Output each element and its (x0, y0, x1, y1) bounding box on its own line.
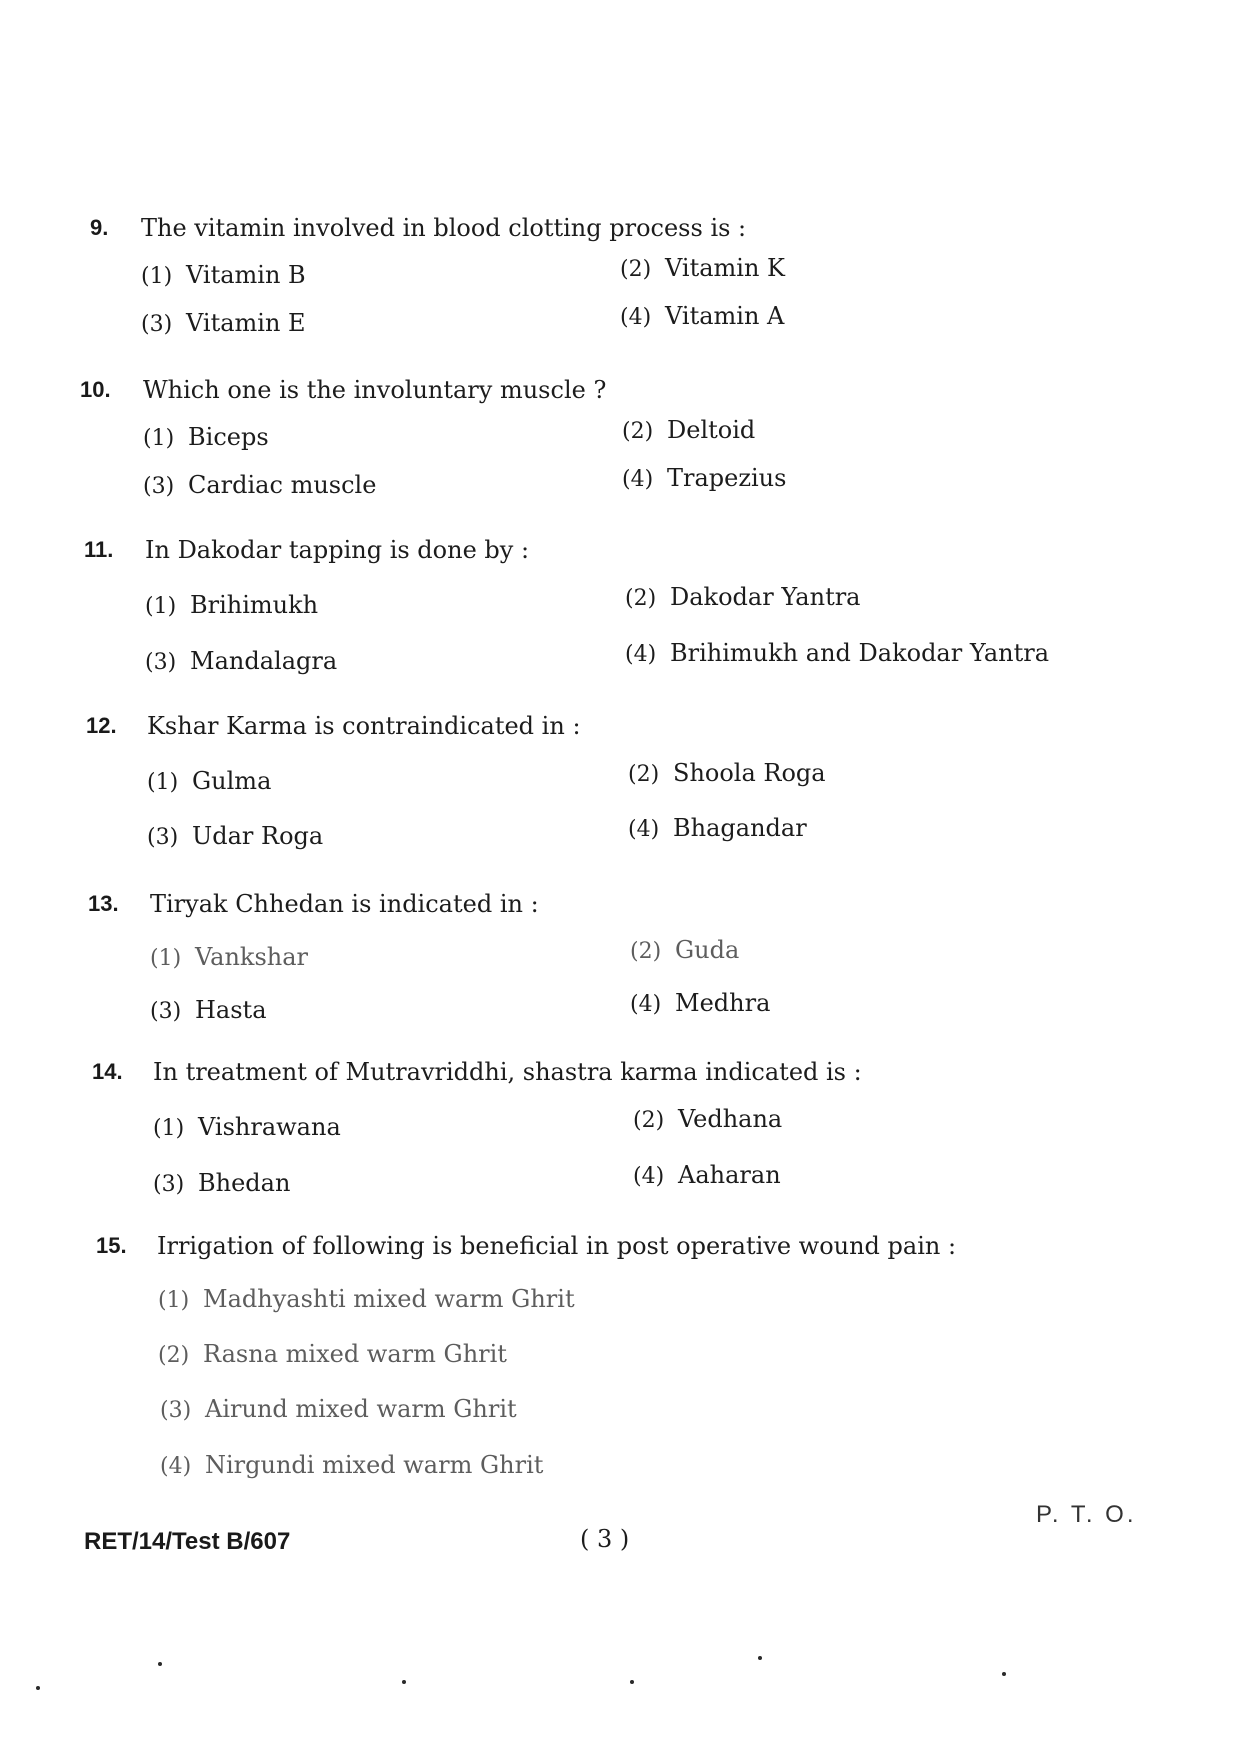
option-text: Vitamin B (186, 261, 306, 289)
option-number: (4) (630, 992, 662, 1017)
option-10-1 (143, 422, 269, 452)
option-10-2 (622, 415, 755, 445)
question-number: 12. (86, 713, 117, 738)
option-13-2 (630, 935, 739, 965)
option-number: (2) (625, 586, 657, 611)
question-14 (0, 1057, 1240, 1087)
option-text: Medhra (675, 989, 771, 1017)
option-12-1 (147, 766, 271, 796)
option-number: (2) (630, 939, 662, 964)
option-number: (3) (143, 474, 175, 499)
question-text: In treatment of Mutravriddhi, shastra karma indicated is : (153, 1058, 862, 1086)
scan-speck (402, 1680, 406, 1684)
scan-speck (758, 1656, 762, 1660)
option-number: (3) (153, 1172, 185, 1197)
question-text: Kshar Karma is contraindicated in : (147, 712, 581, 740)
option-number: (2) (633, 1108, 665, 1133)
scan-speck (630, 1680, 634, 1684)
option-text: Udar Roga (192, 822, 324, 850)
question-number: 13. (88, 891, 119, 916)
option-9-1 (141, 260, 306, 290)
option-15-1 (158, 1284, 575, 1314)
option-number: (3) (141, 312, 173, 337)
option-15-2 (158, 1339, 507, 1369)
option-12-4 (628, 813, 807, 843)
question-number: 10. (80, 377, 111, 402)
option-number: (1) (143, 426, 175, 451)
option-text: Deltoid (667, 416, 756, 444)
option-text: Bhedan (198, 1169, 291, 1197)
option-number: (2) (622, 419, 654, 444)
option-15-3 (160, 1394, 517, 1424)
option-number: (4) (628, 817, 660, 842)
option-number: (3) (150, 999, 182, 1024)
question-number: 14. (92, 1059, 123, 1084)
option-12-2 (628, 758, 826, 788)
option-number: (4) (633, 1164, 665, 1189)
option-11-4 (625, 638, 1049, 668)
question-number: 9. (90, 215, 109, 240)
question-10 (0, 375, 1240, 405)
option-text: Rasna mixed warm Ghrit (203, 1340, 507, 1368)
option-number: (2) (620, 257, 652, 282)
option-9-4 (620, 301, 784, 331)
question-9 (0, 213, 1240, 243)
option-10-3 (143, 470, 376, 500)
option-number: (1) (158, 1288, 190, 1313)
option-9-3 (141, 308, 306, 338)
option-text: Gulma (192, 767, 272, 795)
option-11-2 (625, 582, 861, 612)
option-text: Madhyashti mixed warm Ghrit (203, 1285, 575, 1313)
page-number: ( 3 ) (580, 1525, 630, 1553)
scan-speck (158, 1662, 162, 1666)
question-11 (0, 535, 1240, 565)
option-11-3 (145, 646, 337, 676)
option-text: Brihimukh (190, 591, 319, 619)
option-9-2 (620, 253, 785, 283)
option-number: (1) (153, 1116, 185, 1141)
option-14-3 (153, 1168, 290, 1198)
option-text: Shoola Roga (673, 759, 826, 787)
question-number: 11. (84, 537, 114, 562)
option-13-1 (150, 942, 308, 972)
option-text: Vishrawana (198, 1113, 341, 1141)
option-15-4 (160, 1450, 543, 1480)
please-turn-over: P. T. O. (1036, 1501, 1137, 1528)
option-number: (1) (141, 264, 173, 289)
option-text: Aaharan (678, 1161, 781, 1189)
option-number: (4) (622, 467, 654, 492)
paper-code: RET/14/Test B/607 (84, 1528, 291, 1555)
option-text: Vitamin A (665, 302, 785, 330)
option-text: Airund mixed warm Ghrit (205, 1395, 517, 1423)
option-text: Nirgundi mixed warm Ghrit (205, 1451, 544, 1479)
option-12-3 (147, 821, 323, 851)
option-number: (3) (147, 825, 179, 850)
option-text: Cardiac muscle (188, 471, 377, 499)
option-text: Brihimukh and Dakodar Yantra (670, 639, 1050, 667)
option-number: (3) (160, 1398, 192, 1423)
question-13 (0, 889, 1240, 919)
question-text: In Dakodar tapping is done by : (145, 536, 530, 564)
option-text: Hasta (195, 996, 267, 1024)
option-14-1 (153, 1112, 341, 1142)
option-number: (2) (158, 1343, 190, 1368)
option-11-1 (145, 590, 318, 620)
question-12 (0, 711, 1240, 741)
option-number: (1) (145, 594, 177, 619)
option-text: Vitamin K (665, 254, 785, 282)
option-14-4 (633, 1160, 781, 1190)
option-number: (4) (620, 305, 652, 330)
option-number: (4) (160, 1454, 192, 1479)
option-text: Vedhana (678, 1105, 783, 1133)
question-text: Tiryak Chhedan is indicated in : (150, 890, 539, 918)
option-number: (2) (628, 762, 660, 787)
option-text: Vankshar (195, 943, 308, 971)
option-text: Biceps (188, 423, 269, 451)
option-number: (1) (150, 946, 182, 971)
option-text: Guda (675, 936, 740, 964)
option-text: Trapezius (667, 464, 787, 492)
scan-speck (1002, 1672, 1006, 1676)
question-text: The vitamin involved in blood clotting process is : (141, 214, 747, 242)
question-number: 15. (96, 1233, 127, 1258)
option-10-4 (622, 463, 786, 493)
option-text: Dakodar Yantra (670, 583, 861, 611)
option-number: (3) (145, 650, 177, 675)
option-text: Bhagandar (673, 814, 807, 842)
option-number: (1) (147, 770, 179, 795)
question-15 (0, 1231, 1240, 1261)
question-text: Irrigation of following is beneficial in post operative wound pain : (157, 1232, 957, 1260)
question-text: Which one is the involuntary muscle ? (143, 376, 607, 404)
option-text: Mandalagra (190, 647, 338, 675)
scan-speck (36, 1686, 40, 1690)
option-14-2 (633, 1104, 782, 1134)
option-13-3 (150, 995, 267, 1025)
option-number: (4) (625, 642, 657, 667)
option-13-4 (630, 988, 770, 1018)
option-text: Vitamin E (186, 309, 306, 337)
